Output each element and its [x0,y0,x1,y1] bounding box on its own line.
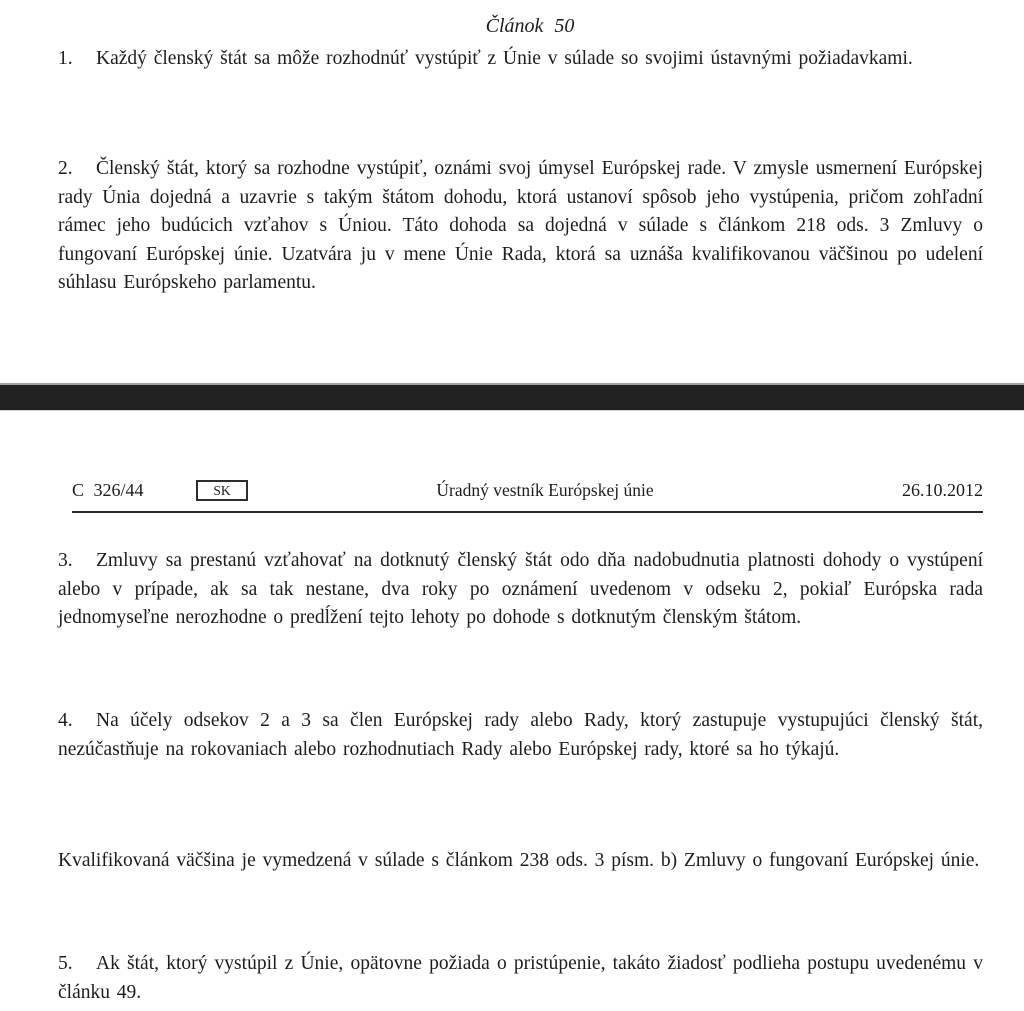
paragraph-number: 2. [58,158,73,179]
paragraph [58,707,983,764]
paragraph-text: Každý členský štát sa môže rozhodnúť vystúpiť z Únie v súlade so svojimi ústavnými požiadavkami. [96,48,913,69]
paragraph-text: Zmluvy sa prestanú vzťahovať na dotknutý členský štát odo dňa nadobudnutia platnosti dohody o vystúpení alebo v prípade, ak sa tak nestane, dva roky po oznámení uvedenom v odseku 2, pokiaľ Európska rada jednomyseľne nerozhodne o predĺžení tejto lehoty po dohode s dotknutým členským štátom. [58,550,983,628]
article-heading: Článok 50 [485,15,575,37]
paragraph-text: Ak štát, ktorý vystúpil z Únie, opätovne požiada o pristúpenie, takáto žiadosť podlieha postupu uvedenému v článku 49. [58,953,983,1003]
running-header [0,477,1024,507]
paragraph [58,950,983,1007]
paragraph-text: Na účely odsekov 2 a 3 sa člen Európskej rady alebo Rady, ktorý zastupuje vystupujúci členský štát, nezúčastňuje na rokovaniach alebo rozhodnutiach Rady alebo Európskej rady, ktoré sa ho týkajú. [58,710,983,760]
page-break-bar [0,383,1024,411]
paragraph-text: Kvalifikovaná väčšina je vymedzená v súlade s článkom 238 ods. 3 písm. b) Zmluvy o fungovaní Európskej únie. [58,850,980,871]
issue-date: 26.10.2012 [902,480,983,500]
language-badge: SK [196,480,248,501]
paragraph-number: 5. [58,953,73,974]
paragraph-text: Členský štát, ktorý sa rozhodne vystúpiť, oznámi svoj úmysel Európskej rade. V zmysle usmernení Európskej rady Únia dojedná a uzavrie s takým štátom dohodu, ktorá ustanoví spôsob jeho vystúpenia, pričom zohľadní rámec jeho budúcich vzťahov s Úniou. Táto dohoda sa dojedná v súlade s článkom 218 ods. 3 Zmluvy o fungovaní Európskej únie. Uzatvára ju v mene Únie Rada, ktorá sa uznáša kvalifikovanou väčšinou po udelení súhlasu Európskeho parlamentu. [58,158,983,293]
paragraph [58,45,983,74]
paragraph-number: 4. [58,710,73,731]
page-reference: C 326/44 [72,480,144,500]
paragraph-number: 3. [58,550,73,571]
header-rule [72,511,983,513]
paragraph-number: 1. [58,48,73,69]
paragraph [58,155,983,298]
paragraph [58,847,983,876]
journal-title: Úradný vestník Európskej únie [436,480,654,500]
paragraph [58,547,983,633]
